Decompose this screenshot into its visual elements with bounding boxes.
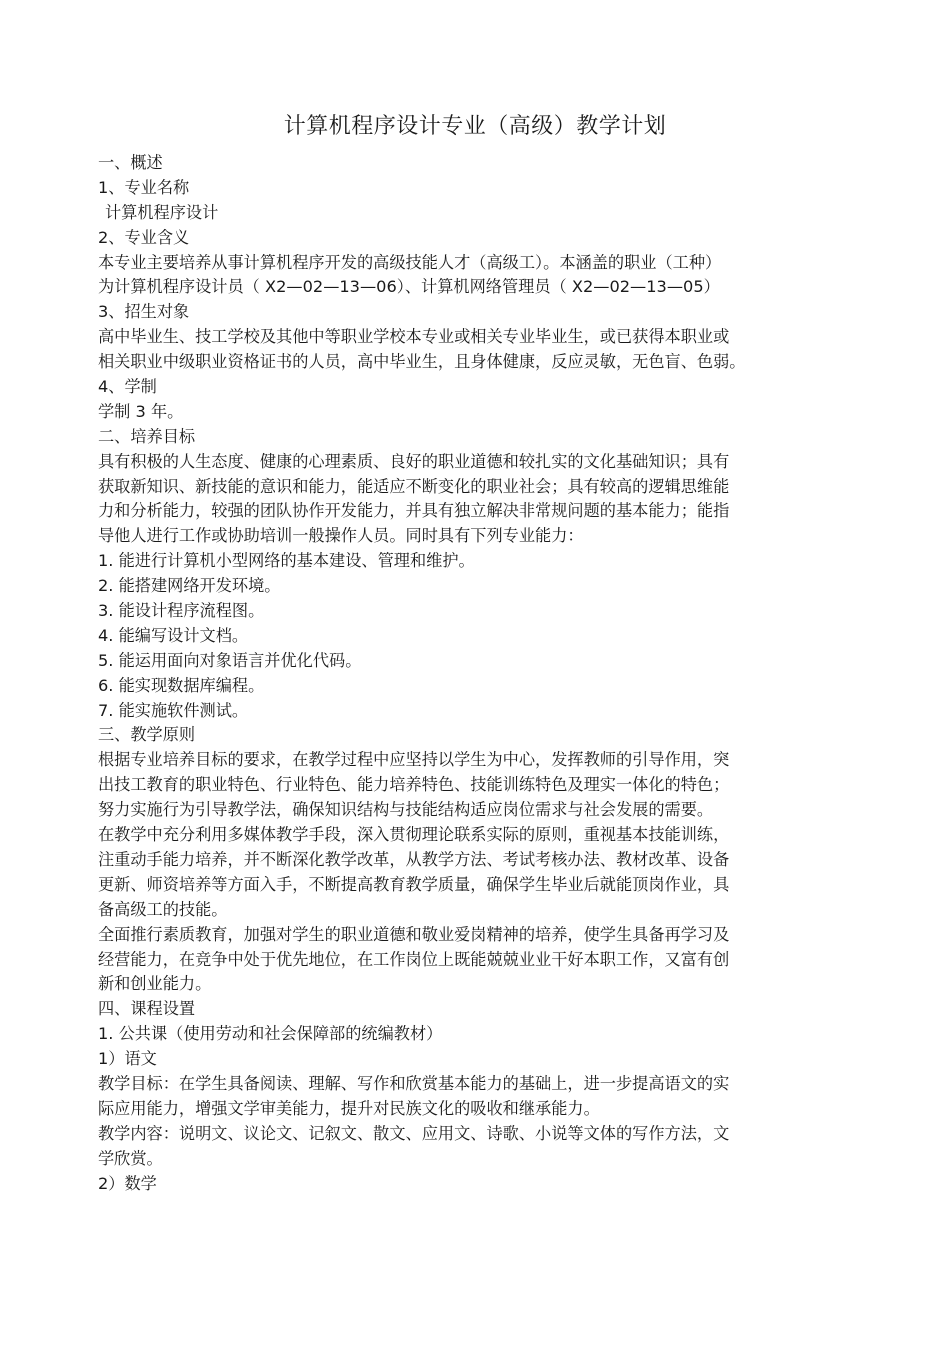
paragraph-line: 经营能力，在竞争中处于优先地位，在工作岗位上既能兢兢业业干好本职工作，又富有创 <box>98 949 730 969</box>
paragraph-line: 全面推行素质教育，加强对学生的职业道德和敬业爱岗精神的培养，使学生具备再学习及 <box>98 924 730 944</box>
subheading-duration: 4、学制 <box>98 377 157 397</box>
list-item: 5. 能运用面向对象语言并优化代码。 <box>98 650 362 670</box>
paragraph-line: 获取新知识、新技能的意识和能力，能适应不断变化的职业社会；具有较高的逻辑思维能 <box>98 476 730 496</box>
paragraph-line: 导他人进行工作或协助培训一般操作人员。同时具有下列专业能力： <box>98 526 584 546</box>
subheading-public-courses: 1. 公共课（使用劳动和社会保障部的统编教材） <box>98 1024 443 1044</box>
paragraph-line: 力和分析能力，较强的团队协作开发能力，并具有独立解决非常规问题的基本能力；能指 <box>98 501 730 521</box>
paragraph-line: 际应用能力，增强文学审美能力，提升对民族文化的吸收和继承能力。 <box>98 1098 600 1118</box>
paragraph-line: 备高级工的技能。 <box>98 899 228 919</box>
subheading-enrollment: 3、招生对象 <box>98 302 190 322</box>
paragraph-line: 具有积极的人生态度、健康的心理素质、良好的职业道德和较扎实的文化基础知识；具有 <box>98 451 730 471</box>
subheading-major-name: 1、专业名称 <box>98 177 190 197</box>
major-name-value: 计算机程序设计 <box>105 202 219 222</box>
paragraph-line: 教学目标：在学生具备阅读、理解、写作和欣赏基本能力的基础上，进一步提高语文的实 <box>98 1073 730 1093</box>
paragraph-line: 为计算机程序设计员（ X2—02—13—06）、计算机网络管理员（ X2—02—13—05） <box>98 277 720 297</box>
paragraph-line: 学欣赏。 <box>98 1148 163 1168</box>
paragraph-line: 注重动手能力培养，并不断深化教学改革，从教学方法、考试考核办法、教材改革、设备 <box>98 849 730 869</box>
list-item: 3. 能设计程序流程图。 <box>98 601 265 621</box>
section-heading-overview: 一、概述 <box>98 153 163 172</box>
course-heading-chinese: 1）语文 <box>98 1049 157 1069</box>
paragraph-line: 高中毕业生、技工学校及其他中等职业学校本专业或相关专业毕业生，或已获得本职业或 <box>98 327 730 347</box>
paragraph-line: 相关职业中级职业资格证书的人员，高中毕业生，且身体健康，反应灵敏，无色盲、色弱。 <box>98 352 746 372</box>
paragraph-line: 出技工教育的职业特色、行业特色、能力培养特色、技能训练特色及理实一体化的特色； <box>98 775 730 795</box>
list-item: 1. 能进行计算机小型网络的基本建设、管理和维护。 <box>98 551 475 571</box>
document-title: 计算机程序设计专业（高级）教学计划 <box>283 114 667 139</box>
paragraph-line: 本专业主要培养从事计算机程序开发的高级技能人才（高级工）。本涵盖的职业（工种） <box>98 252 722 272</box>
paragraph-line: 更新、师资培养等方面入手，不断提高教育教学质量，确保学生毕业后就能顶岗作业，具 <box>98 874 730 894</box>
section-heading-principles: 三、教学原则 <box>98 725 196 745</box>
list-item: 4. 能编写设计文档。 <box>98 625 249 645</box>
subheading-major-meaning: 2、专业含义 <box>98 227 190 247</box>
list-item: 7. 能实施软件测试。 <box>98 700 249 720</box>
paragraph-line: 教学内容：说明文、议论文、记叙文、散文、应用文、诗歌、小说等文体的写作方法，文 <box>98 1123 730 1143</box>
list-item: 6. 能实现数据库编程。 <box>98 675 265 695</box>
document-body <box>98 151 858 1196</box>
paragraph-line: 努力实施行为引导教学法，确保知识结构与技能结构适应岗位需求与社会发展的需要。 <box>98 800 714 820</box>
section-heading-curriculum: 四、课程设置 <box>98 999 196 1019</box>
paragraph-line: 新和创业能力。 <box>98 974 212 994</box>
list-item: 2. 能搭建网络开发环境。 <box>98 576 281 596</box>
section-heading-objectives: 二、培养目标 <box>98 426 196 446</box>
paragraph-line: 在教学中充分利用多媒体教学手段，深入贯彻理论联系实际的原则，重视基本技能训练， <box>98 825 730 845</box>
course-heading-math: 2）数学 <box>98 1173 157 1193</box>
paragraph-line: 根据专业培养目标的要求，在教学过程中应坚持以学生为中心，发挥教师的引导作用，突 <box>98 750 730 770</box>
paragraph-line: 学制 3 年。 <box>98 401 184 421</box>
